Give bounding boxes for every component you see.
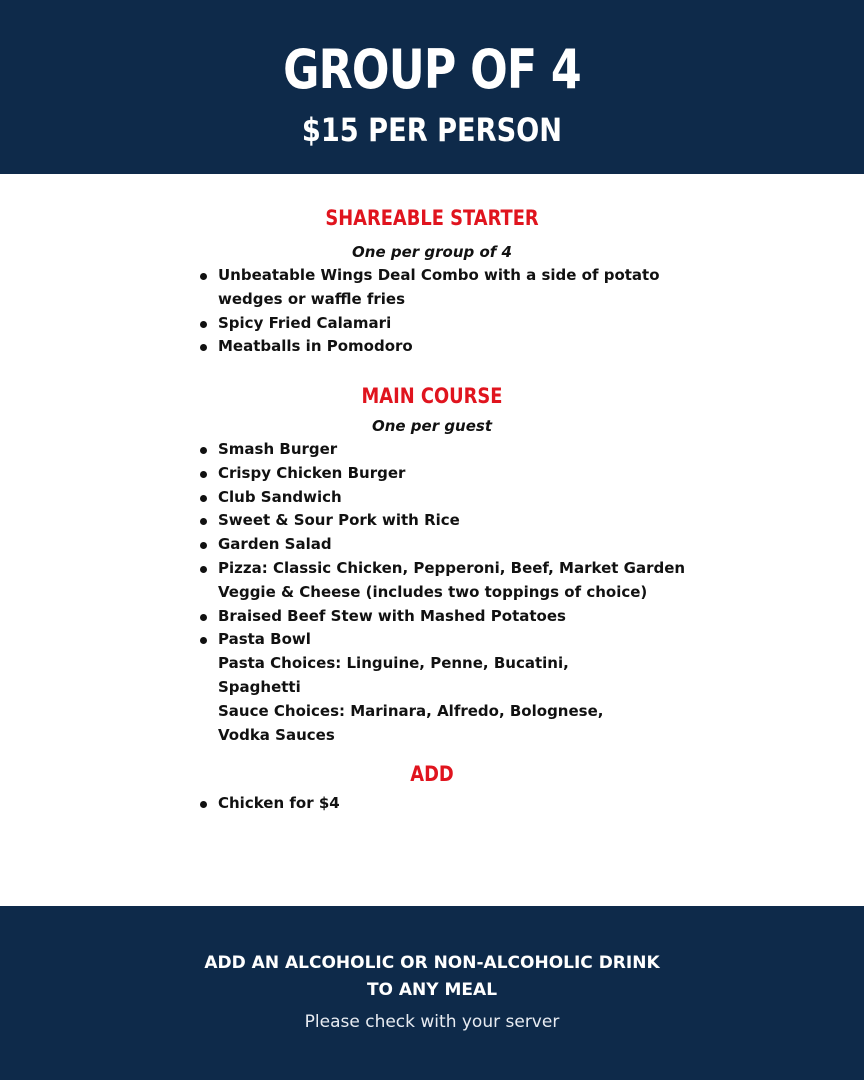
bullet-icon xyxy=(200,566,207,573)
main-list xyxy=(198,438,698,747)
bullet-icon xyxy=(200,542,207,549)
menu-content xyxy=(0,174,864,906)
drink-cta xyxy=(0,950,864,1004)
list-item: Chicken for $4 xyxy=(198,792,698,816)
server-note: Please check with your server xyxy=(304,1012,560,1032)
list-item: Meatballs in Pomodoro xyxy=(198,335,698,359)
starter-section-title: SHAREABLE STARTER xyxy=(325,206,539,230)
sauce-choices: Sauce Choices: Marinara, Alfredo, Bolognese, Vodka Sauces xyxy=(218,701,604,744)
header-banner xyxy=(0,0,864,174)
price-subtitle: $15 PER PERSON xyxy=(301,111,563,149)
bullet-icon xyxy=(200,447,207,454)
main-section-note: One per guest xyxy=(371,417,493,435)
list-item: Club Sandwich xyxy=(198,486,698,510)
list-item: Unbeatable Wings Deal Combo with a side of potato wedges or waffle fries xyxy=(198,264,698,312)
add-section-title: ADD xyxy=(410,762,454,786)
bullet-icon xyxy=(200,801,207,808)
starter-section-note: One per group of 4 xyxy=(352,243,512,261)
list-item: Garden Salad xyxy=(198,533,698,557)
bullet-icon xyxy=(200,321,207,328)
page-title: GROUP OF 4 xyxy=(283,38,581,101)
bullet-icon xyxy=(200,614,207,621)
add-list xyxy=(198,792,698,816)
footer-banner xyxy=(0,906,864,1080)
list-item: Smash Burger xyxy=(198,438,698,462)
drink-cta-line-2: TO ANY MEAL xyxy=(366,980,498,1000)
pasta-choices: Pasta Choices: Linguine, Penne, Bucatini, Spaghetti xyxy=(218,654,569,696)
starter-list xyxy=(198,264,698,359)
list-item: Spicy Fried Calamari xyxy=(198,312,698,336)
main-section-title: MAIN COURSE xyxy=(361,384,503,408)
bullet-icon xyxy=(200,637,207,644)
drink-cta-line-1: ADD AN ALCOHOLIC OR NON-ALCOHOLIC DRINK xyxy=(204,953,660,973)
list-item: Braised Beef Stew with Mashed Potatoes xyxy=(198,605,698,629)
list-item: Pasta Bowl Pasta Choices: Linguine, Penne, Bucatini, Spaghetti Sauce Choices: Marinara, Alfredo, Bolognese, Vodka Sauces xyxy=(198,628,698,747)
bullet-icon xyxy=(200,495,207,502)
bullet-icon xyxy=(200,518,207,525)
list-item: Sweet & Sour Pork with Rice xyxy=(198,509,698,533)
bullet-icon xyxy=(200,471,207,478)
list-item: Pizza: Classic Chicken, Pepperoni, Beef, Market Garden Veggie & Cheese (includes two toppings of choice) xyxy=(198,557,698,605)
bullet-icon xyxy=(200,273,207,280)
list-item: Crispy Chicken Burger xyxy=(198,462,698,486)
bullet-icon xyxy=(200,344,207,351)
